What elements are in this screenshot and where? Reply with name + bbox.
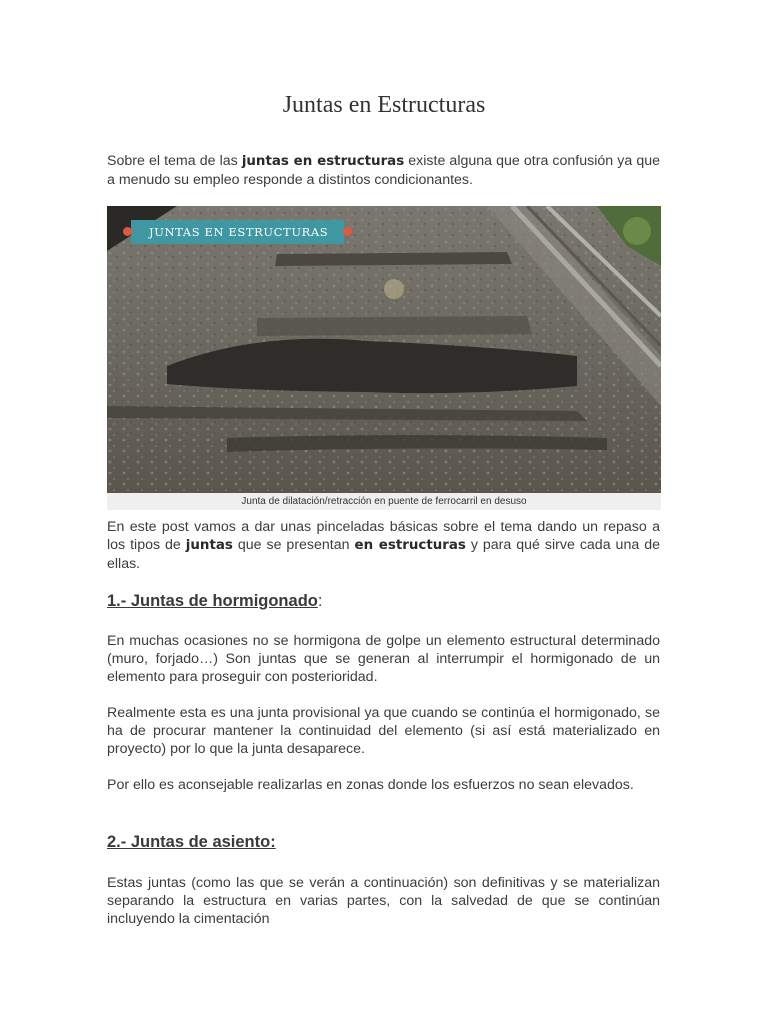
photo-banner (131, 220, 344, 244)
intro-bold: juntas en estructuras (241, 154, 405, 169)
banner-label: JUNTAS EN ESTRUCTURAS (131, 220, 344, 244)
section-1-heading-text: 1.- Juntas de hormigonado (107, 592, 318, 610)
post-intro-text-1: En este post vamos a dar unas pinceladas básicas sobre el tema dando un repaso a los tipos de (107, 519, 660, 553)
intro-text-2: existe alguna que otra confusión ya que a menudo su empleo responde a distintos condicionantes. (107, 153, 660, 188)
section-2-heading (107, 833, 276, 852)
section-1-paragraph-2: Realmente esta es una junta provisional ya que cuando se continúa el hormigonado, se ha de procurar mantener la continuidad del elemento (si así está materializado en proyecto) por lo que la junta desaparece. (107, 705, 660, 757)
figure-caption: Junta de dilatación/retracción en puente de ferrocarril en desuso (107, 493, 661, 510)
post-intro-paragraph (107, 518, 660, 573)
page-title: Juntas en Estructuras (282, 92, 486, 118)
figure (107, 206, 661, 510)
banner-dot-left (123, 227, 132, 236)
bridge-joint-photo (107, 206, 661, 493)
post-intro-text-3: y para qué sirve cada una de ellas. (107, 537, 660, 572)
photo-illustration (107, 206, 661, 493)
post-intro-text-2: que se presentan (232, 537, 355, 553)
section-2-heading-text: 2.- Juntas de asiento: (107, 833, 276, 851)
section-2-paragraph-1: Estas juntas (como las que se verán a continuación) son definitivas y se materializan separando la estructura en varias partes, con la salvedad de que se continúan incluyendo la cimentación (107, 875, 660, 927)
intro-text-1: Sobre el tema de las (107, 153, 242, 169)
section-1-heading (107, 592, 322, 611)
post-intro-bold-2: en estructuras (354, 538, 466, 553)
section-1-paragraph-1: En muchas ocasiones no se hormigona de golpe un elemento estructural determinado (muro, forjado…) Son juntas que se generan al interrumpir el hormigonado de un elemento para proseguir con posterioridad. (107, 633, 660, 685)
section-1-paragraph-3: Por ello es aconsejable realizarlas en zonas donde los esfuerzos no sean elevados. (107, 777, 634, 793)
post-intro-bold-1: juntas (185, 538, 233, 553)
intro-paragraph (107, 152, 660, 189)
section-1-heading-colon: : (317, 592, 323, 610)
